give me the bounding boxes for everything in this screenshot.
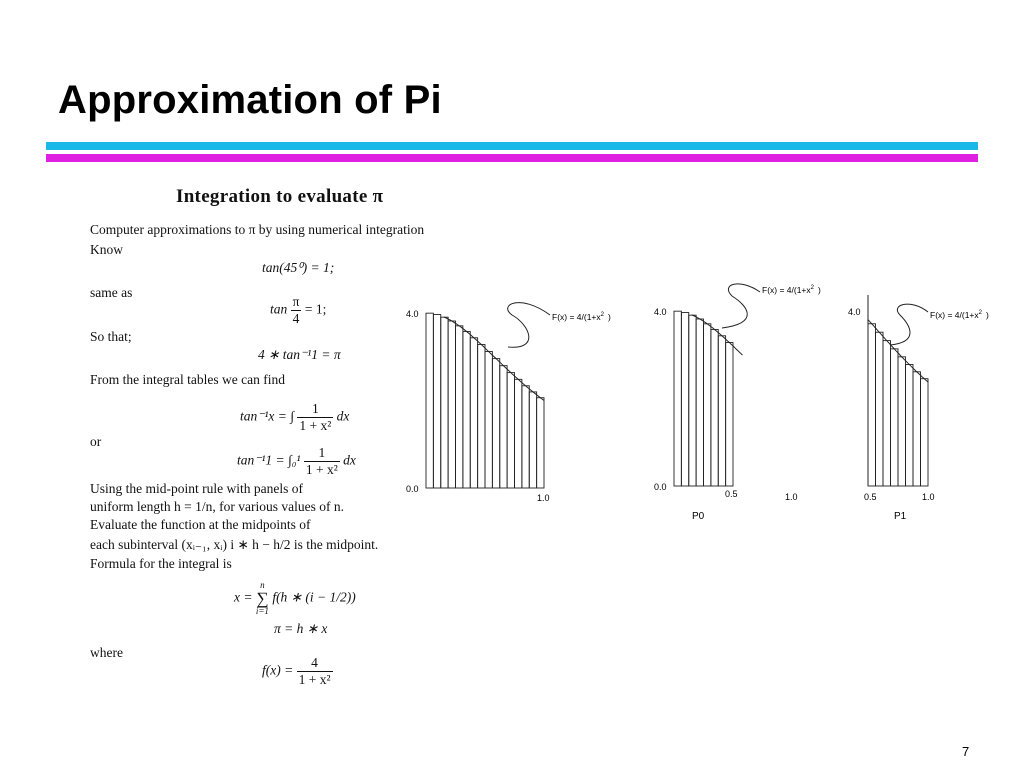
text-line: or — [90, 434, 102, 449]
text-line: each subinterval (xᵢ₋₁, xᵢ) i ∗ h − h/2 is the midpoint. — [90, 537, 379, 552]
x-tick-right: 1.0 — [537, 493, 550, 503]
graph-name: P0 — [692, 511, 705, 522]
panel-bar — [898, 357, 906, 486]
text-line: Evaluate the function at the midpoints of — [90, 517, 311, 532]
x-tick-right: 1.0 — [922, 492, 935, 502]
equation-tan-pi-over-4: tan $\frac{\pi}{4}$ = 1; — [270, 294, 327, 326]
panel-bar — [500, 366, 507, 488]
panel-bar — [515, 379, 522, 488]
panel-bar — [906, 364, 914, 486]
text-line: Know — [90, 242, 123, 257]
equation-pi-h-x: π = h ∗ x — [274, 621, 328, 636]
panel-bar — [537, 398, 544, 488]
panel-bar — [681, 313, 688, 486]
panel-bar — [674, 311, 681, 486]
text-line: So that; — [90, 329, 132, 344]
function-label: $F(x) = 4/(1+x^2$ ) — [930, 310, 989, 320]
function-curve — [692, 315, 743, 355]
midpoint-panels — [426, 313, 544, 488]
y-tick-top: 4.0 — [654, 307, 667, 317]
panel-bar — [696, 319, 703, 486]
panel-bar — [726, 343, 733, 486]
text-line: uniform length h = 1/n, for various values of n. — [90, 499, 344, 514]
panel-bar — [470, 338, 477, 488]
graph-name: P1 — [894, 511, 907, 522]
x-tick-mid: 0.5 — [725, 489, 738, 499]
panel-bar — [704, 324, 711, 486]
panel-bar — [529, 392, 536, 488]
panel-bar — [456, 326, 463, 488]
section-heading: Integration to evaluate π — [176, 186, 384, 207]
text-line: where — [90, 645, 123, 660]
text-line: Using the mid-point rule with panels of — [90, 481, 303, 496]
y-tick-top: 4.0 — [406, 309, 419, 319]
panel-bar — [718, 336, 725, 486]
panel-bar — [883, 341, 891, 486]
panel-bar — [876, 332, 884, 486]
equation-sum: x = n ∑ i=1 f(h ∗ (i − 1/2)) — [234, 580, 356, 616]
panel-bar — [507, 373, 514, 488]
equation-4-arctan: 4 ∗ tan⁻¹1 = π — [258, 347, 341, 362]
label-pointer — [508, 303, 550, 348]
panel-bar — [913, 372, 921, 486]
graph-p1 — [840, 290, 1015, 525]
text-line: From the integral tables we can find — [90, 372, 285, 387]
panel-bar — [921, 379, 929, 486]
panel-bar — [485, 352, 492, 488]
panel-bar — [711, 329, 718, 486]
panel-bar — [522, 386, 529, 488]
panel-bar — [463, 331, 470, 488]
text-line: Computer approximations to π by using numerical integration — [90, 222, 425, 237]
label-pointer — [722, 284, 760, 328]
equation-f-of-x: f(x) = $\frac{4}{\text{1 + x²}}$ — [262, 655, 331, 687]
panel-bar — [426, 313, 433, 488]
panel-bar — [868, 324, 876, 486]
panel-bar — [478, 345, 485, 488]
panel-bar — [891, 349, 899, 486]
panel-bar — [448, 321, 455, 488]
text-line: Formula for the integral is — [90, 556, 232, 571]
panel-bar — [689, 315, 696, 486]
y-tick-bottom: 0.0 — [406, 484, 419, 494]
panel-bar — [492, 359, 499, 488]
panel-bar — [433, 315, 440, 488]
graph-full-midpoint — [400, 295, 630, 510]
function-label: $F(x) = 4/(1+x^2$ ) — [552, 312, 611, 322]
y-tick-bottom: 0.0 — [654, 482, 667, 492]
text-line: same as — [90, 285, 133, 300]
panel-bar — [441, 317, 448, 488]
midpoint-panels — [868, 324, 928, 486]
x-tick-right: 1.0 — [785, 492, 798, 502]
label-pointer — [890, 304, 928, 345]
equation-tan45: tan(45⁰) = 1; — [262, 260, 335, 275]
page-number: 7 — [962, 744, 970, 759]
x-tick-mid: 0.5 — [864, 492, 877, 502]
slide-title: Approximation of Pi — [58, 78, 442, 122]
equation-arctan-integral: tan⁻¹x = ∫ $\frac{1}{\text{1 + x²}}$ dx — [240, 401, 350, 433]
equation-arctan1-integral: tan⁻¹1 = ∫₀¹ $\frac{1}{\text{1 + x²}}$ dx — [237, 445, 356, 477]
graph-p0 — [650, 278, 850, 523]
function-label: $F(x) = 4/(1+x^2$ ) — [762, 285, 821, 295]
title-underline-magenta — [46, 154, 978, 162]
title-underline-cyan — [46, 142, 978, 150]
y-tick-top: 4.0 — [848, 307, 861, 317]
